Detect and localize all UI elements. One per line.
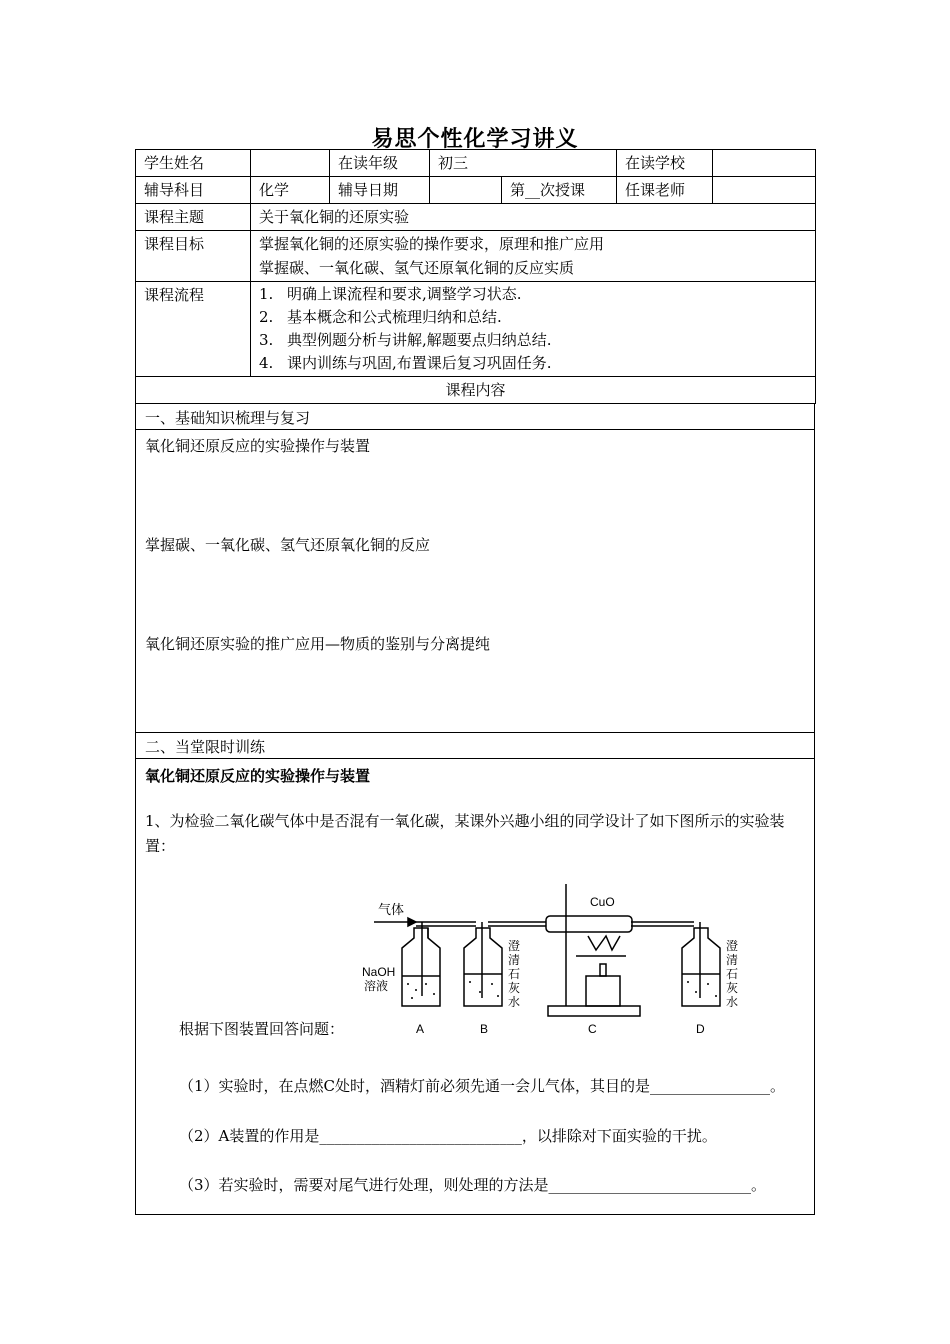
teacher-label: 任课老师	[617, 177, 713, 204]
limewater-d-char: 灰	[726, 981, 739, 995]
limewater-b-char: 澄	[508, 939, 521, 953]
apparatus-diagram	[356, 876, 756, 1036]
apparatus-label-a: A	[416, 1022, 425, 1036]
limewater-d-char: 清	[726, 953, 739, 967]
subject-label: 辅导科目	[136, 177, 251, 204]
topic-value: 关于氧化铜的还原实验	[251, 204, 816, 231]
goal-row	[136, 231, 816, 282]
section2-body	[135, 759, 815, 1215]
info-row-1	[136, 150, 816, 177]
section2-heading-box	[135, 733, 815, 759]
cuo-label: CuO	[590, 895, 615, 909]
flow-row	[136, 282, 816, 377]
flow-item	[259, 352, 807, 375]
school-field	[713, 150, 816, 177]
flow-text: 课内训练与巩固,布置课后复习巩固任务.	[287, 354, 552, 372]
flow-text: 基本概念和公式梳理归纳和总结.	[287, 308, 502, 326]
student-name-label: 学生姓名	[136, 150, 251, 177]
limewater-b-char: 石	[508, 967, 521, 981]
limewater-b-char: 灰	[508, 981, 521, 995]
flow-number: 4.	[259, 354, 274, 372]
naoh-label: 溶液	[364, 979, 389, 993]
section1-heading: 一、基础知识梳理与复习	[145, 409, 311, 427]
section1-item: 氧化铜还原实验的推广应用—物质的鉴别与分离提纯	[145, 635, 491, 653]
grade-value: 初三	[430, 150, 617, 177]
content-header-row	[136, 377, 816, 404]
date-label: 辅导日期	[330, 177, 430, 204]
question-intro: 1、为检验二氧化碳气体中是否混有一氧化碳，某课外兴趣小组的同学设计了如下图所示的实验装置：	[145, 812, 785, 855]
page-title: 易思个性化学习讲义	[371, 126, 579, 152]
apparatus-label-c: C	[588, 1022, 597, 1036]
date-field	[430, 177, 502, 204]
goal-list	[251, 231, 816, 282]
flow-number: 1.	[259, 285, 274, 303]
flow-number: 2.	[259, 308, 274, 326]
flow-item	[259, 306, 807, 329]
gas-label: 气体	[378, 902, 405, 917]
limewater-b-char: 水	[508, 995, 521, 1009]
worksheet	[135, 149, 815, 1215]
naoh-label: NaOH	[362, 965, 396, 979]
teacher-field	[713, 177, 816, 204]
section1-item: 掌握碳、一氧化碳、氢气还原氧化铜的反应	[145, 536, 431, 554]
flow-item	[259, 283, 807, 306]
section1-item: 氧化铜还原反应的实验操作与装置	[145, 437, 371, 455]
subject-value: 化学	[251, 177, 330, 204]
flow-item	[259, 329, 807, 352]
flow-text: 典型例题分析与讲解,解题要点归纳总结.	[287, 331, 552, 349]
limewater-d-char: 水	[726, 995, 739, 1009]
goal-item: 掌握碳、一氧化碳、氢气还原氧化铜的反应实质	[259, 259, 575, 277]
goal-label: 课程目标	[136, 231, 251, 282]
question-1: （1）实验时，在点燃C处时，酒精灯前必须先通一会儿气体，其目的是________________。	[179, 1077, 786, 1095]
apparatus-label-d: D	[696, 1022, 705, 1036]
answer-prompt: 根据下图装置回答问题：	[179, 1020, 345, 1038]
flow-text: 明确上课流程和要求,调整学习状态.	[287, 285, 522, 303]
section1-body	[135, 430, 815, 733]
content-header: 课程内容	[136, 377, 816, 404]
section2-subheading: 氧化铜还原反应的实验操作与装置	[145, 767, 371, 785]
question-2: （2）A装置的作用是___________________________，以排除对下面实验的干扰。	[179, 1127, 717, 1145]
section1-heading-box	[135, 404, 815, 430]
goal-item: 掌握氧化铜的还原实验的操作要求，原理和推广应用	[259, 235, 605, 253]
limewater-d-char: 澄	[726, 939, 739, 953]
apparatus-label-b: B	[480, 1022, 489, 1036]
session-label: 第__次授课	[502, 177, 617, 204]
flow-list	[251, 282, 816, 377]
grade-label: 在读年级	[330, 150, 430, 177]
limewater-d-char: 石	[726, 967, 739, 981]
section2-heading: 二、当堂限时训练	[145, 738, 266, 756]
flow-label: 课程流程	[136, 282, 251, 377]
flow-number: 3.	[259, 331, 274, 349]
topic-row	[136, 204, 816, 231]
limewater-b-char: 清	[508, 953, 521, 967]
question-3: （3）若实验时，需要对尾气进行处理，则处理的方法是___________________________。	[179, 1176, 767, 1194]
info-table	[135, 149, 816, 404]
topic-label: 课程主题	[136, 204, 251, 231]
student-name-field	[251, 150, 330, 177]
school-label: 在读学校	[617, 150, 713, 177]
info-row-2	[136, 177, 816, 204]
